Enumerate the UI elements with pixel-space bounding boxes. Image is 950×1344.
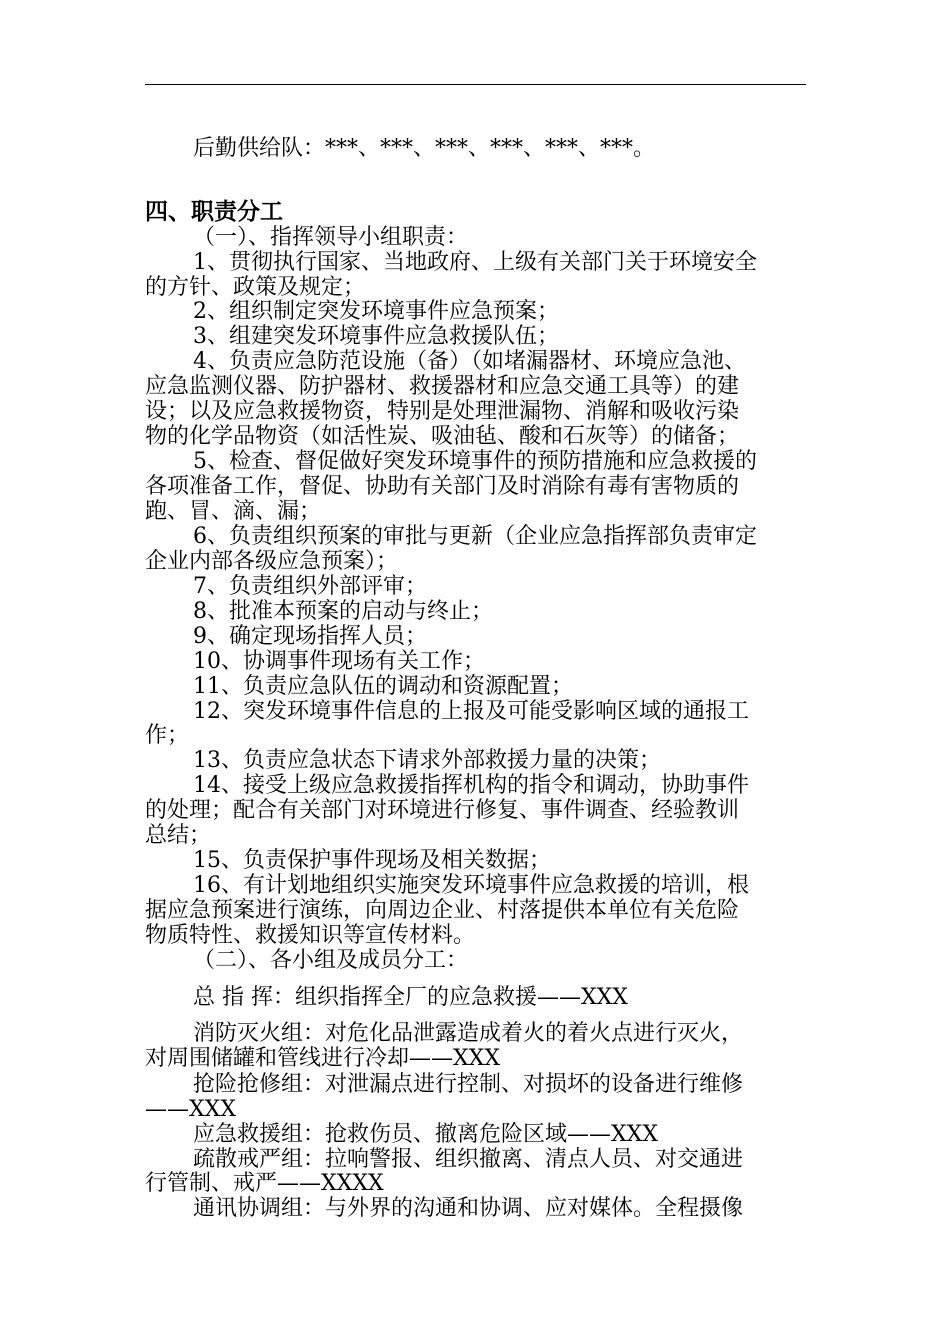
paragraph-line: 企业内部各级应急预案）； [145,549,399,574]
section-heading: 四、职责分工 [145,198,283,225]
paragraph-line: 10、协调事件现场有关工作； [193,649,485,674]
paragraph-line: 物质特性、救援知识等宣传材料。 [145,923,476,948]
paragraph-line: 6、负责组织预案的审批与更新（企业应急指挥部负责审定 [193,524,757,549]
paragraph-line: 7、负责组织外部评审； [193,574,427,599]
paragraph-line: 8、批准本预案的启动与终止； [193,599,493,624]
paragraph-line: 消防灭火组：对危化品泄露造成着火的着火点进行灭火， [193,1021,744,1046]
paragraph-line: 11、负责应急队伍的调动和资源配置； [193,674,573,699]
paragraph-line: 物的化学品物资（如活性炭、吸油毡、酸和石灰等）的储备； [145,424,740,449]
paragraph-line: 后勤供给队：***、***、***、***、***、***。 [193,136,656,161]
paragraph-line: 各项准备工作，督促、协助有关部门及时消除有毒有害物质的 [145,474,740,499]
paragraph-line: ——XXX [145,1097,236,1122]
paragraph-line: 总 指 挥：组织指挥全厂的应急救援——XXX [193,985,628,1010]
paragraph-line: 13、负责应急状态下请求外部救援力量的决策； [193,748,661,773]
paragraph-line: 12、突发环境事件信息的上报及可能受影响区域的通报工 [193,699,749,724]
paragraph-line: 应急监测仪器、防护器材、救援器材和应急交通工具等）的建 [145,374,740,399]
paragraph-line: 16、有计划地组织实施突发环境事件应急救援的培训，根 [193,873,749,898]
paragraph-line: 9、确定现场指挥人员； [193,624,427,649]
paragraph-line: 抢险抢修组：对泄漏点进行控制、对损坏的设备进行维修 [193,1072,744,1097]
paragraph-line: 2、组织制定突发环境事件应急预案； [193,299,559,324]
paragraph-line: 的方针、政策及规定； [145,275,366,300]
paragraph-line: 疏散戒严组：拉响警报、组织撤离、清点人员、对交通进 [193,1147,744,1172]
paragraph-line: 14、接受上级应急救援指挥机构的指令和调动，协助事件 [193,773,749,798]
paragraph-line: 总结； [145,823,212,848]
subsection-heading: （一）、指挥领导小组职责： [193,225,469,250]
paragraph-line: 对周围储罐和管线进行冷却——XXX [145,1046,500,1071]
paragraph-line: 4、负责应急防范设施（备）（如堵漏器材、环境应急池、 [193,349,746,374]
paragraph-line: 设；以及应急救援物资，特别是处理泄漏物、消解和吸收污染 [145,399,740,424]
paragraph-line: 5、检查、督促做好突发环境事件的预防措施和应急救援的 [193,449,757,474]
paragraph-line: 应急救援组：抢救伤员、撤离危险区域——XXX [193,1122,658,1147]
paragraph-line: 15、负责保护事件现场及相关数据； [193,848,551,873]
header-rule [145,84,806,85]
paragraph-line: 作； [145,723,190,748]
paragraph-line: 行管制、戒严——XXXX [145,1171,384,1196]
paragraph-line: 1、贯彻执行国家、当地政府、上级有关部门关于环境安全 [193,250,757,275]
paragraph-line: 通讯协调组：与外界的沟通和协调、应对媒体。全程摄像 [193,1196,744,1221]
paragraph-line: 的处理；配合有关部门对环境进行修复、事件调查、经验教训 [145,798,740,823]
paragraph-line: 3、组建突发环境事件应急救援队伍； [193,324,559,349]
paragraph-line: 据应急预案进行演练，向周边企业、村落提供本单位有关危险 [145,898,740,923]
paragraph-line: 跑、冒、滴、漏； [145,499,322,524]
subsection-heading: （二）、各小组及成员分工： [193,948,469,973]
